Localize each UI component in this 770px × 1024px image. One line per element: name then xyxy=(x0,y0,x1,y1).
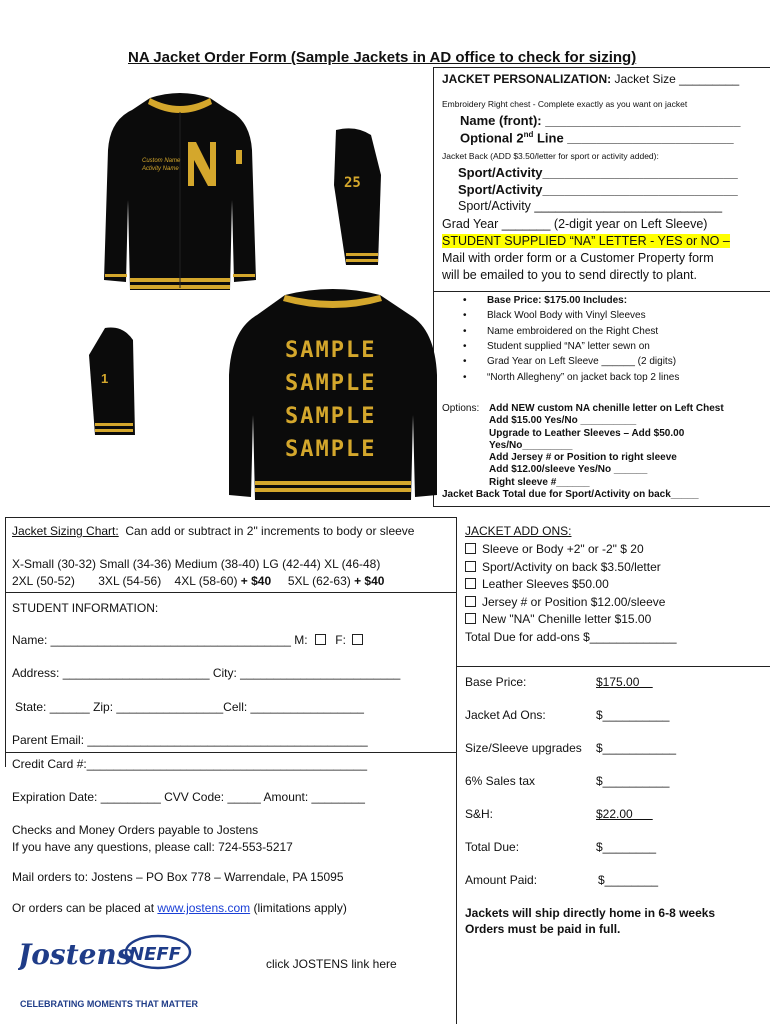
male-checkbox[interactable] xyxy=(315,634,326,645)
state-zip-cell-field[interactable]: State: ______ Zip: ________________Cell: _________________ xyxy=(15,700,364,714)
size-upcharge: + $40 xyxy=(354,574,385,588)
sample-text: SAMPLE xyxy=(285,404,377,429)
addon-checkbox[interactable] xyxy=(465,613,476,624)
sample-text: SAMPLE xyxy=(285,437,377,462)
addon-checkbox[interactable] xyxy=(465,543,476,554)
personalization-heading: JACKET PERSONALIZATION: xyxy=(442,72,612,86)
shipping-note: Jackets will ship directly home in 6-8 weeks xyxy=(465,906,716,920)
student-supplied-highlight: STUDENT SUPPLIED “NA” LETTER - YES or NO – xyxy=(442,234,730,248)
embroidery-note: Embroidery Right chest - Complete exactly as you want on jacket xyxy=(442,99,688,109)
sizing-chart-header xyxy=(12,524,414,538)
page-title: NA Jacket Order Form (Sample Jackets in AD office to check for sizing) xyxy=(128,49,637,66)
name-front-field[interactable]: Name (front): ___________________________ xyxy=(460,113,741,128)
jacket-sleeve-image xyxy=(326,125,386,270)
option-line: Add $12.00/sleeve Yes/No ______ xyxy=(489,464,648,476)
jostens-link[interactable]: www.jostens.com xyxy=(157,901,251,915)
list-item-text: Grad Year on Left Sleeve ______ (2 digits) xyxy=(487,356,677,367)
sample-text: SAMPLE xyxy=(285,338,377,363)
totals-label: 6% Sales tax xyxy=(465,774,536,788)
divider xyxy=(433,67,770,68)
divider xyxy=(5,752,457,753)
jacket-back-image xyxy=(225,285,440,510)
sample-text: SAMPLE xyxy=(285,371,377,396)
chest-activity-text: Activity Name xyxy=(142,166,179,172)
address-city-field[interactable]: Address: ______________________ City: ________________________ xyxy=(12,666,401,680)
option-line: Add NEW custom NA chenille letter on Left Chest xyxy=(489,403,724,414)
sleeve-number: 25 xyxy=(344,175,361,191)
addon-label: Jersey # or Position $12.00/sleeve xyxy=(482,594,666,609)
option-line: Upgrade to Leather Sleeves – Add $50.00 xyxy=(489,427,685,439)
student-info-heading: STUDENT INFORMATION: xyxy=(12,601,159,615)
list-item-text: Name embroidered on the Right Chest xyxy=(487,326,659,337)
logos[interactable] xyxy=(18,926,193,976)
options-block[interactable] xyxy=(489,403,724,489)
totals-value-field[interactable]: $___________ xyxy=(596,741,677,755)
addon-checkbox[interactable] xyxy=(465,578,476,589)
totals-value-field[interactable]: $________ xyxy=(598,873,659,887)
jacket-front-image xyxy=(100,90,260,305)
size-text: 2XL (50-52) 3XL (54-56) 4XL (58-60) xyxy=(12,574,241,588)
addon-item[interactable] xyxy=(465,576,677,594)
totals-label: Size/Sleeve upgrades xyxy=(465,741,582,755)
optional-label: Optional 2 xyxy=(460,130,524,146)
totals-value: $175.00 xyxy=(596,675,653,689)
addon-item[interactable] xyxy=(465,559,677,577)
female-label: F: xyxy=(335,633,346,647)
divider xyxy=(456,666,770,667)
addon-item[interactable] xyxy=(465,541,677,559)
orders-text: (limitations apply) xyxy=(250,901,347,915)
personalization-line xyxy=(442,72,739,86)
totals-label: Amount Paid: xyxy=(465,873,538,887)
addon-checkbox[interactable] xyxy=(465,561,476,572)
sizing-note: Can add or subtract in 2" increments to body or sleeve xyxy=(125,524,415,538)
totals-label: Jacket Ad Ons: xyxy=(465,708,546,722)
addons-heading: JACKET ADD ONS: xyxy=(465,524,572,538)
sport-activity-field-3[interactable]: Sport/Activity ___________________________ xyxy=(458,199,723,213)
jostens-logo[interactable]: Jostens xyxy=(18,938,133,971)
jacket-left-sleeve-image xyxy=(85,325,140,440)
student-name-row[interactable] xyxy=(12,633,369,647)
mail-orders-note: Mail orders to: Jostens – PO Box 778 – Warrendale, PA 15095 xyxy=(12,870,344,884)
divider xyxy=(5,592,457,593)
left-sleeve-number: 1 xyxy=(101,371,109,386)
list-item-text: Black Wool Body with Vinyl Sleeves xyxy=(487,310,646,321)
checks-note: Checks and Money Orders payable to Jostens xyxy=(12,823,259,837)
optional-2nd-line-field[interactable] xyxy=(460,130,734,145)
list-item-text: Base Price: $175.00 Includes: xyxy=(487,295,628,306)
addon-label: Leather Sleeves $50.00 xyxy=(482,577,609,592)
option-line: Add Jersey # or Position to right sleeve xyxy=(489,452,677,464)
tagline: CELEBRATING MOMENTS THAT MATTER xyxy=(20,999,198,1009)
list-item-text: Student supplied “NA” letter sewn on xyxy=(487,341,650,352)
credit-card-field[interactable]: Credit Card #:__________________________________________ xyxy=(12,757,367,771)
optional-sup: nd xyxy=(523,130,534,139)
jacket-size-field[interactable]: Jacket Size _________ xyxy=(614,72,740,86)
addon-label: New "NA" Chenille letter $15.00 xyxy=(482,612,652,627)
payment-note: Orders must be paid in full. xyxy=(465,922,621,936)
orders-online-note xyxy=(12,901,347,915)
expiration-cvv-amount-field[interactable]: Expiration Date: _________ CVV Code: _____ Amount: ________ xyxy=(12,790,365,804)
back-total-field[interactable]: Jacket Back Total due for Sport/Activity on back_____ xyxy=(442,489,699,500)
option-line: Yes/No_________ xyxy=(489,439,573,451)
sizing-heading: Jacket Sizing Chart: xyxy=(12,524,119,538)
parent-email-field[interactable]: Parent Email: __________________________________________ xyxy=(12,733,368,747)
sizing-row-1: X-Small (30-32) Small (34-36) Medium (38-40) LG (42-44) XL (46-48) xyxy=(12,557,381,571)
jacket-back-note: Jacket Back (ADD $3.50/letter for sport or activity added): xyxy=(442,151,659,161)
sport-activity-field-1[interactable]: Sport/Activity___________________________ xyxy=(458,165,738,180)
orders-text: Or orders can be placed at xyxy=(12,901,158,915)
addon-label: Sport/Activity on back $3.50/letter xyxy=(482,559,661,574)
neff-logo: NEFF xyxy=(129,944,181,965)
questions-note: If you have any questions, please call: 724-553-5217 xyxy=(12,840,293,854)
totals-value-field[interactable]: $__________ xyxy=(596,774,670,788)
addons-total-field[interactable]: Total Due for add-ons $_____________ xyxy=(465,629,677,644)
sport-activity-field-2[interactable]: Sport/Activity___________________________ xyxy=(458,182,738,197)
options-label: Options: xyxy=(442,403,480,414)
optional-line: Line _______________________ xyxy=(533,130,734,146)
addon-label: Sleeve or Body +2" or -2" $ 20 xyxy=(482,542,644,556)
student-supplied-letter xyxy=(442,234,730,248)
female-checkbox[interactable] xyxy=(352,634,363,645)
totals-label: Base Price: xyxy=(465,675,527,689)
click-jostens-link[interactable]: click JOSTENS link here xyxy=(266,957,397,971)
size-upcharge: + $40 xyxy=(240,574,272,588)
totals-value-field[interactable]: $________ xyxy=(596,840,657,854)
chest-name-text: Custom Name xyxy=(142,158,181,164)
totals-value-field[interactable]: $__________ xyxy=(596,708,670,722)
mail-note-1: Mail with order form or a Customer Property form xyxy=(442,251,714,265)
divider xyxy=(433,67,434,291)
addon-checkbox[interactable] xyxy=(465,596,476,607)
mail-note-2: will be emailed to you to send directly to plant. xyxy=(442,268,697,282)
size-text: 5XL (62-63) xyxy=(271,574,355,588)
divider xyxy=(456,517,457,1024)
addons-list[interactable] xyxy=(465,541,677,647)
totals-label: S&H: xyxy=(465,807,494,821)
totals-value: $22.00 xyxy=(596,807,653,821)
addon-item[interactable] xyxy=(465,611,677,629)
divider xyxy=(433,291,770,292)
name-field[interactable]: Name: ____________________________________ M: xyxy=(12,633,308,647)
sizing-row-2 xyxy=(12,574,384,588)
divider xyxy=(433,506,770,507)
divider xyxy=(5,517,457,518)
totals-label: Total Due: xyxy=(465,840,520,854)
list-item-text: “North Allegheny” on jacket back top 2 lines xyxy=(487,372,680,383)
option-line: Right sleeve #______ xyxy=(489,476,590,488)
option-line: Add $15.00 Yes/No __________ xyxy=(489,415,637,427)
divider xyxy=(5,517,6,767)
grad-year-field[interactable]: Grad Year _______ (2-digit year on Left Sleeve) xyxy=(442,217,708,231)
addon-item[interactable] xyxy=(465,594,677,612)
